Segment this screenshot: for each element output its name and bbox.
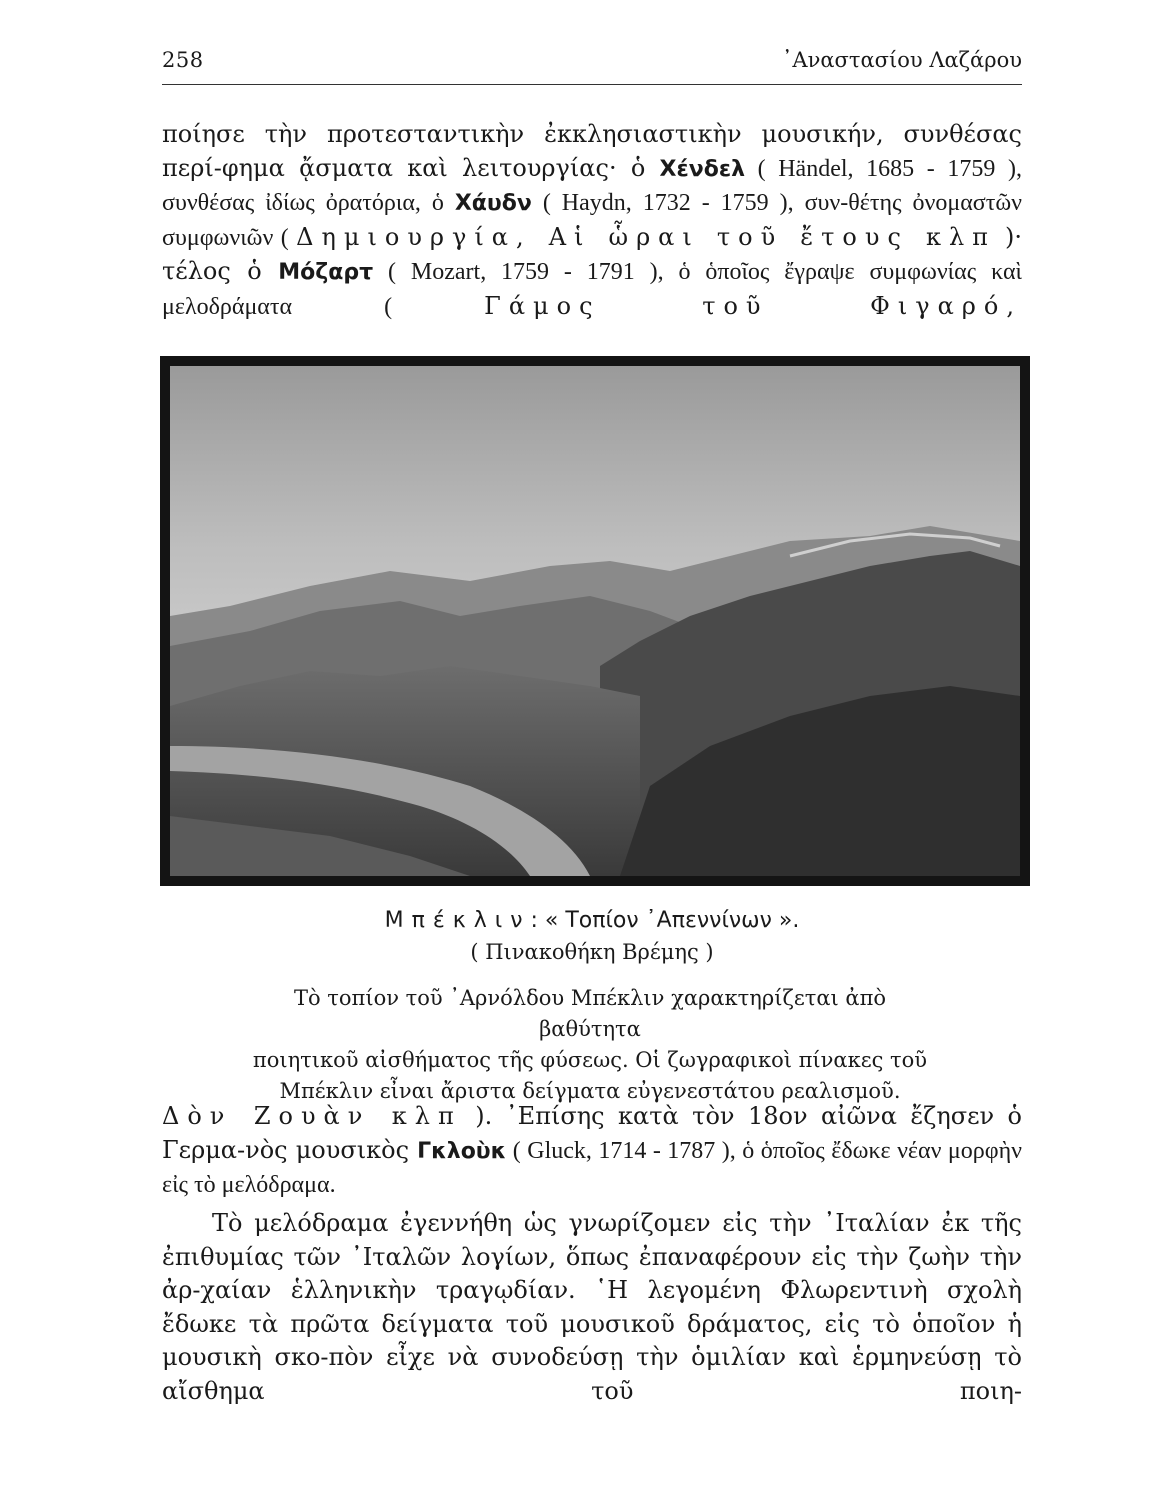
caption-artist: Μπέκλιν bbox=[384, 908, 531, 933]
works-mozart: Γάμος τοῦ Φιγαρό, bbox=[484, 291, 1022, 320]
composer-gluck: Γκλοὺκ bbox=[417, 1138, 507, 1164]
composer-mozart: Μόζαρτ bbox=[278, 260, 374, 286]
text-run: ( Mozart, 1759 - 1791 ), ὁ ὁποῖος ἔγραψε συμφωνίας καὶ μελοδράματα ( bbox=[162, 259, 1022, 320]
paragraph-gluck bbox=[162, 1100, 1022, 1203]
works-don-juan: Δὸν Ζουὰν κλπ bbox=[162, 1102, 462, 1130]
text-run: ( Haydn, 1732 - 1759 ), συν-θέτης ὀνομαστῶν συμφωνιῶν ( bbox=[162, 190, 1022, 251]
text-run: ποίησε τὴν προτεσταντικὴν ἐκκλησιαστικὴν μουσικήν, συνθέσας περί-φημα ᾄσματα καὶ λειτουργίας· ὁ bbox=[162, 120, 1022, 182]
caption-line: Μπέκλιν εἶναι ἄριστα δείγματα εὐγενεστάτου ρεαλισμοῦ. bbox=[279, 1079, 901, 1103]
caption-line: Τὸ τοπίον τοῦ ᾿Αρνόλδου Μπέκλιν χαρακτηρίζεται ἀπὸ βαθύτητα bbox=[293, 986, 887, 1041]
painting-image bbox=[170, 366, 1020, 876]
composer-handel: Χένδελ bbox=[659, 156, 745, 182]
paragraph-melodrama: Τὸ μελόδραμα ἐγεννήθη ὡς γνωρίζομεν εἰς τὴν ᾿Ιταλίαν ἐκ τῆς ἐπιθυμίας τῶν ᾿Ιταλῶν λογίων, ὅπως ἐπαναφέρουν εἰς τὴν ζωὴν τὴν ἀρ-χαίαν ἑλληνικὴν τραγῳδίαν. ῾Η λεγομένη Φλωρεντινὴ σχολὴ ἔδωκε τὰ πρῶτα δείγματα τοῦ μουσικοῦ δράματος, εἰς τὸ ὁποῖον ἡ μουσικὴ σκο-πὸν εἶχε νὰ συνοδεύσῃ τὴν ὁμιλίαν καὶ ἑρμηνεύσῃ τὸ αἴσθημα τοῦ ποιη- bbox=[162, 1209, 1022, 1405]
text-run: ( Gluck, 1714 - 1787 ), ὁ ὁποῖος ἔδωκε νέαν μορφὴν εἰς τὸ μελόδραμα. bbox=[162, 1137, 1023, 1199]
running-title: ᾿Αναστασίου Λαζάρου bbox=[781, 48, 1022, 72]
caption-title: : « Τοπίον ᾿Απεννίνων ». bbox=[530, 908, 800, 933]
text-run: )· τέλος ὁ bbox=[162, 222, 1022, 286]
figure-caption bbox=[162, 908, 1022, 933]
caption-source: ( Πινακοθήκη Βρέμης ) bbox=[470, 940, 714, 964]
landscape-painting bbox=[160, 356, 1030, 886]
works-haydn: Δημιουργία, Αἱ ὧραι τοῦ ἔτους κλπ bbox=[296, 222, 996, 251]
header-rule bbox=[162, 84, 1022, 85]
page-number: 258 bbox=[162, 48, 204, 72]
caption-description bbox=[250, 983, 930, 1107]
paragraph-composers bbox=[162, 118, 1022, 325]
text-run: ). ᾿Επίσης κατὰ τὸν 18ον αἰῶνα ἔζησεν ὁ Γερμα-νὸς μουσικὸς bbox=[162, 1102, 1023, 1164]
page-header bbox=[162, 48, 1022, 84]
caption-line: ποιητικοῦ αἰσθήματος τῆς φύσεως. Οἱ ζωγραφικοὶ πίνακες τοῦ bbox=[252, 1048, 928, 1072]
text-run: ( Händel, 1685 - 1759 ), συνθέσας ἰδίως ὀρατόρια, ὁ bbox=[162, 155, 1022, 217]
composer-haydn: Χάυδν bbox=[454, 191, 532, 217]
